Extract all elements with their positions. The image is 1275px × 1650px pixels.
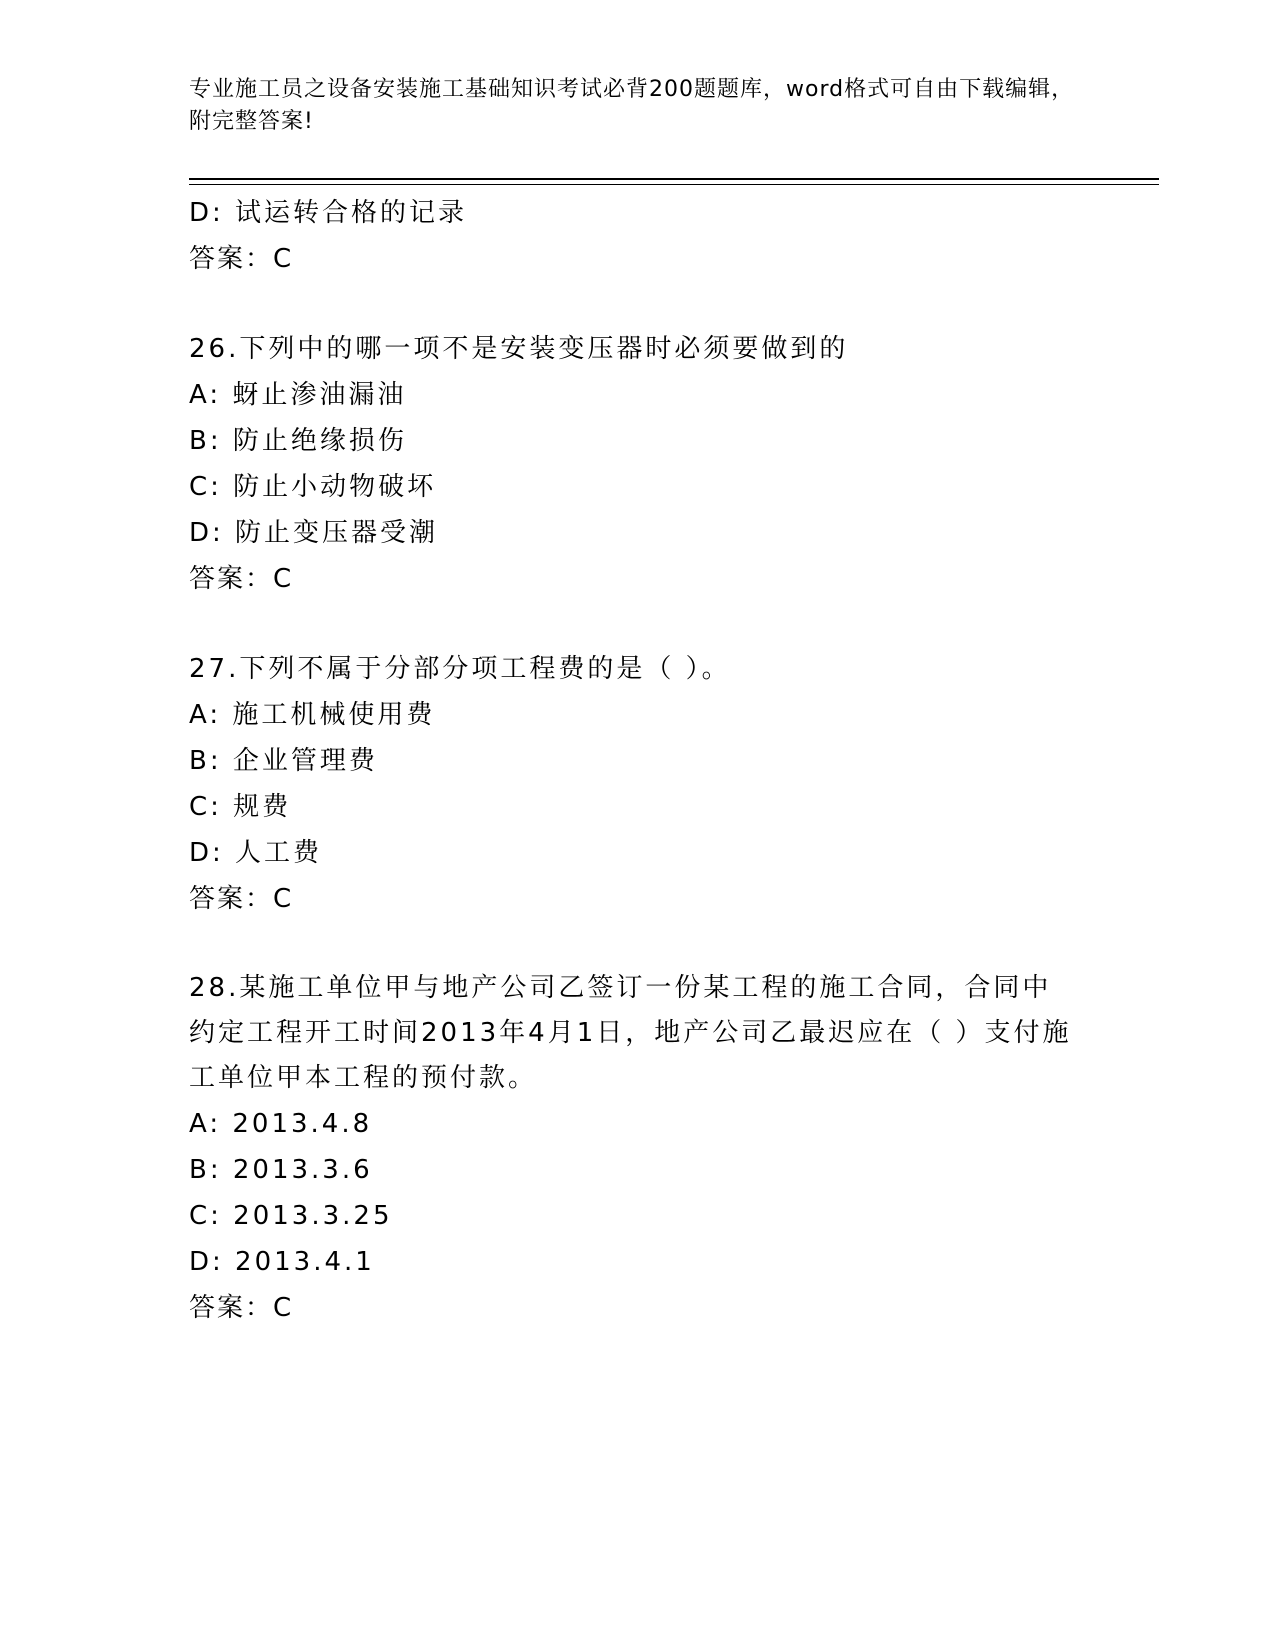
spacer (189, 282, 1089, 326)
spacer (189, 922, 1089, 966)
answer-line: 答案：C (189, 244, 294, 274)
answer-line: 答案：C (189, 564, 294, 594)
answer-line: 答案：C (189, 884, 294, 914)
header-divider-thick (189, 178, 1159, 180)
spacer (189, 602, 1089, 646)
question-block (189, 326, 1089, 602)
option-d: D: 防止变压器受潮 (189, 518, 439, 548)
option-a: A: 蚜止渗油漏油 (189, 380, 407, 410)
option-d: D: 2013.4.1 (189, 1247, 375, 1277)
option-b: B: 防止绝缘损伤 (189, 426, 407, 456)
page-header-title: 专业施工员之设备安装施工基础知识考试必背200题题库，word格式可自由下载编辑，附完整答案! (189, 77, 1075, 134)
question-list (189, 190, 1089, 1331)
question-block (189, 966, 1089, 1331)
option-c: C: 2013.3.25 (189, 1201, 393, 1231)
option-b: B: 2013.3.6 (189, 1155, 373, 1185)
header-divider-thin (189, 184, 1159, 185)
question-stem: 26.下列中的哪一项不是安装变压器时必须要做到的 (189, 334, 849, 364)
option-d: D: 试运转合格的记录 (189, 198, 468, 228)
option-b: B: 企业管理费 (189, 746, 378, 776)
option-d: D: 人工费 (189, 838, 323, 868)
option-c: C: 防止小动物破坏 (189, 472, 437, 502)
question-block (189, 190, 1089, 282)
option-c: C: 规费 (189, 792, 292, 822)
question-stem: 28.某施工单位甲与地产公司乙签订一份某工程的施工合同，合同中约定工程开工时间2013年4月1日，地产公司乙最迟应在（ ）支付施工单位甲本工程的预付款。 (189, 973, 1072, 1093)
option-a: A: 施工机械使用费 (189, 700, 436, 730)
question-stem: 27.下列不属于分部分项工程费的是（ ）。 (189, 654, 731, 684)
option-a: A: 2013.4.8 (189, 1109, 373, 1139)
answer-line: 答案：C (189, 1293, 294, 1323)
question-block (189, 646, 1089, 922)
